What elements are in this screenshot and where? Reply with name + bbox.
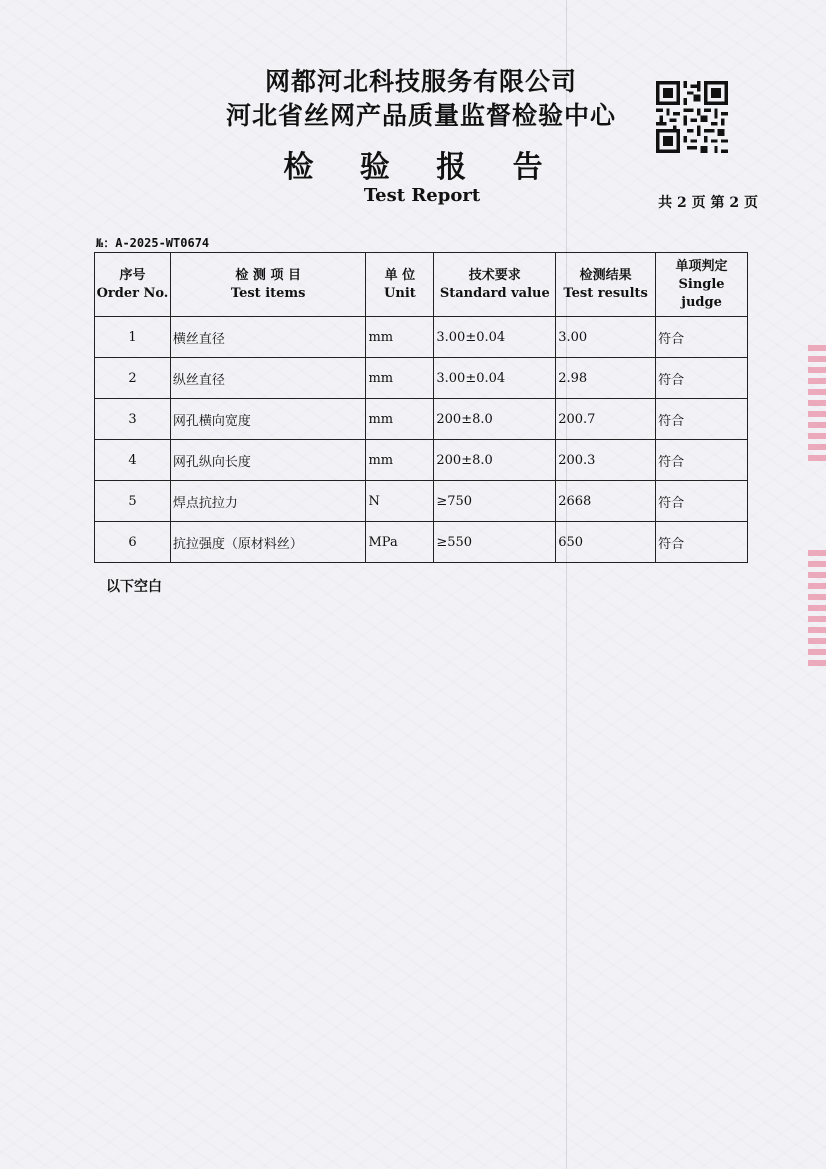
judgement-cell: 符合 — [656, 522, 748, 563]
table-header-row — [95, 253, 748, 317]
table-row — [95, 358, 748, 399]
test-item-cell: 横丝直径 — [170, 317, 366, 358]
standard-value-cell: 200±8.0 — [434, 440, 556, 481]
test-result-cell: 3.00 — [556, 317, 656, 358]
page-number: 共 2 页 第 2 页 — [658, 195, 758, 211]
order-number-cell: 4 — [95, 440, 171, 481]
test-item-cell: 网孔横向宽度 — [170, 399, 366, 440]
order-number-cell: 5 — [95, 481, 171, 522]
blank-below-note: 以下空白 — [106, 579, 162, 595]
table-row — [95, 481, 748, 522]
test-item-cell: 抗拉强度（原材料丝） — [170, 522, 366, 563]
column-header: 检测结果 Test results — [556, 253, 656, 317]
seal-stamp-edge — [808, 345, 826, 465]
test-item-cell: 焊点抗拉力 — [170, 481, 366, 522]
unit-cell: MPa — [366, 522, 434, 563]
standard-value-cell: 3.00±0.04 — [434, 358, 556, 399]
table-row — [95, 399, 748, 440]
standard-value-cell: 200±8.0 — [434, 399, 556, 440]
test-result-cell: 2668 — [556, 481, 656, 522]
table-row — [95, 317, 748, 358]
order-number-cell: 3 — [95, 399, 171, 440]
test-item-cell: 网孔纵向长度 — [170, 440, 366, 481]
judgement-cell: 符合 — [656, 399, 748, 440]
test-results-table — [94, 252, 748, 563]
test-item-cell: 纵丝直径 — [170, 358, 366, 399]
standard-value-cell: ≥550 — [434, 522, 556, 563]
order-number-cell: 1 — [95, 317, 171, 358]
seal-stamp-edge — [808, 550, 826, 670]
judgement-cell: 符合 — [656, 440, 748, 481]
table-row — [95, 440, 748, 481]
judgement-cell: 符合 — [656, 481, 748, 522]
judgement-cell: 符合 — [656, 358, 748, 399]
test-result-cell: 2.98 — [556, 358, 656, 399]
report-number: №：A-2025-WT0674 — [96, 236, 210, 250]
unit-cell: mm — [366, 399, 434, 440]
company-name: 网都河北科技服务有限公司 — [264, 67, 577, 96]
column-header: 单 位 Unit — [366, 253, 434, 317]
test-result-cell: 200.7 — [556, 399, 656, 440]
report-title-cn: 检 验 报 告 — [283, 150, 561, 185]
column-header: 单项判定 Single judge — [656, 253, 748, 317]
test-result-cell: 650 — [556, 522, 656, 563]
order-number-cell: 2 — [95, 358, 171, 399]
unit-cell: mm — [366, 440, 434, 481]
column-header: 检 测 项 目 Test items — [170, 253, 366, 317]
unit-cell: mm — [366, 358, 434, 399]
standard-value-cell: 3.00±0.04 — [434, 317, 556, 358]
column-header: 技术要求 Standard value — [434, 253, 556, 317]
judgement-cell: 符合 — [656, 317, 748, 358]
inspection-center-name: 河北省丝网产品质量监督检验中心 — [225, 101, 616, 130]
report-title-en: Test Report — [363, 185, 481, 206]
standard-value-cell: ≥750 — [434, 481, 556, 522]
order-number-cell: 6 — [95, 522, 171, 563]
test-result-cell: 200.3 — [556, 440, 656, 481]
column-header: 序号 Order No. — [95, 253, 171, 317]
table-row — [95, 522, 748, 563]
unit-cell: mm — [366, 317, 434, 358]
unit-cell: N — [366, 481, 434, 522]
